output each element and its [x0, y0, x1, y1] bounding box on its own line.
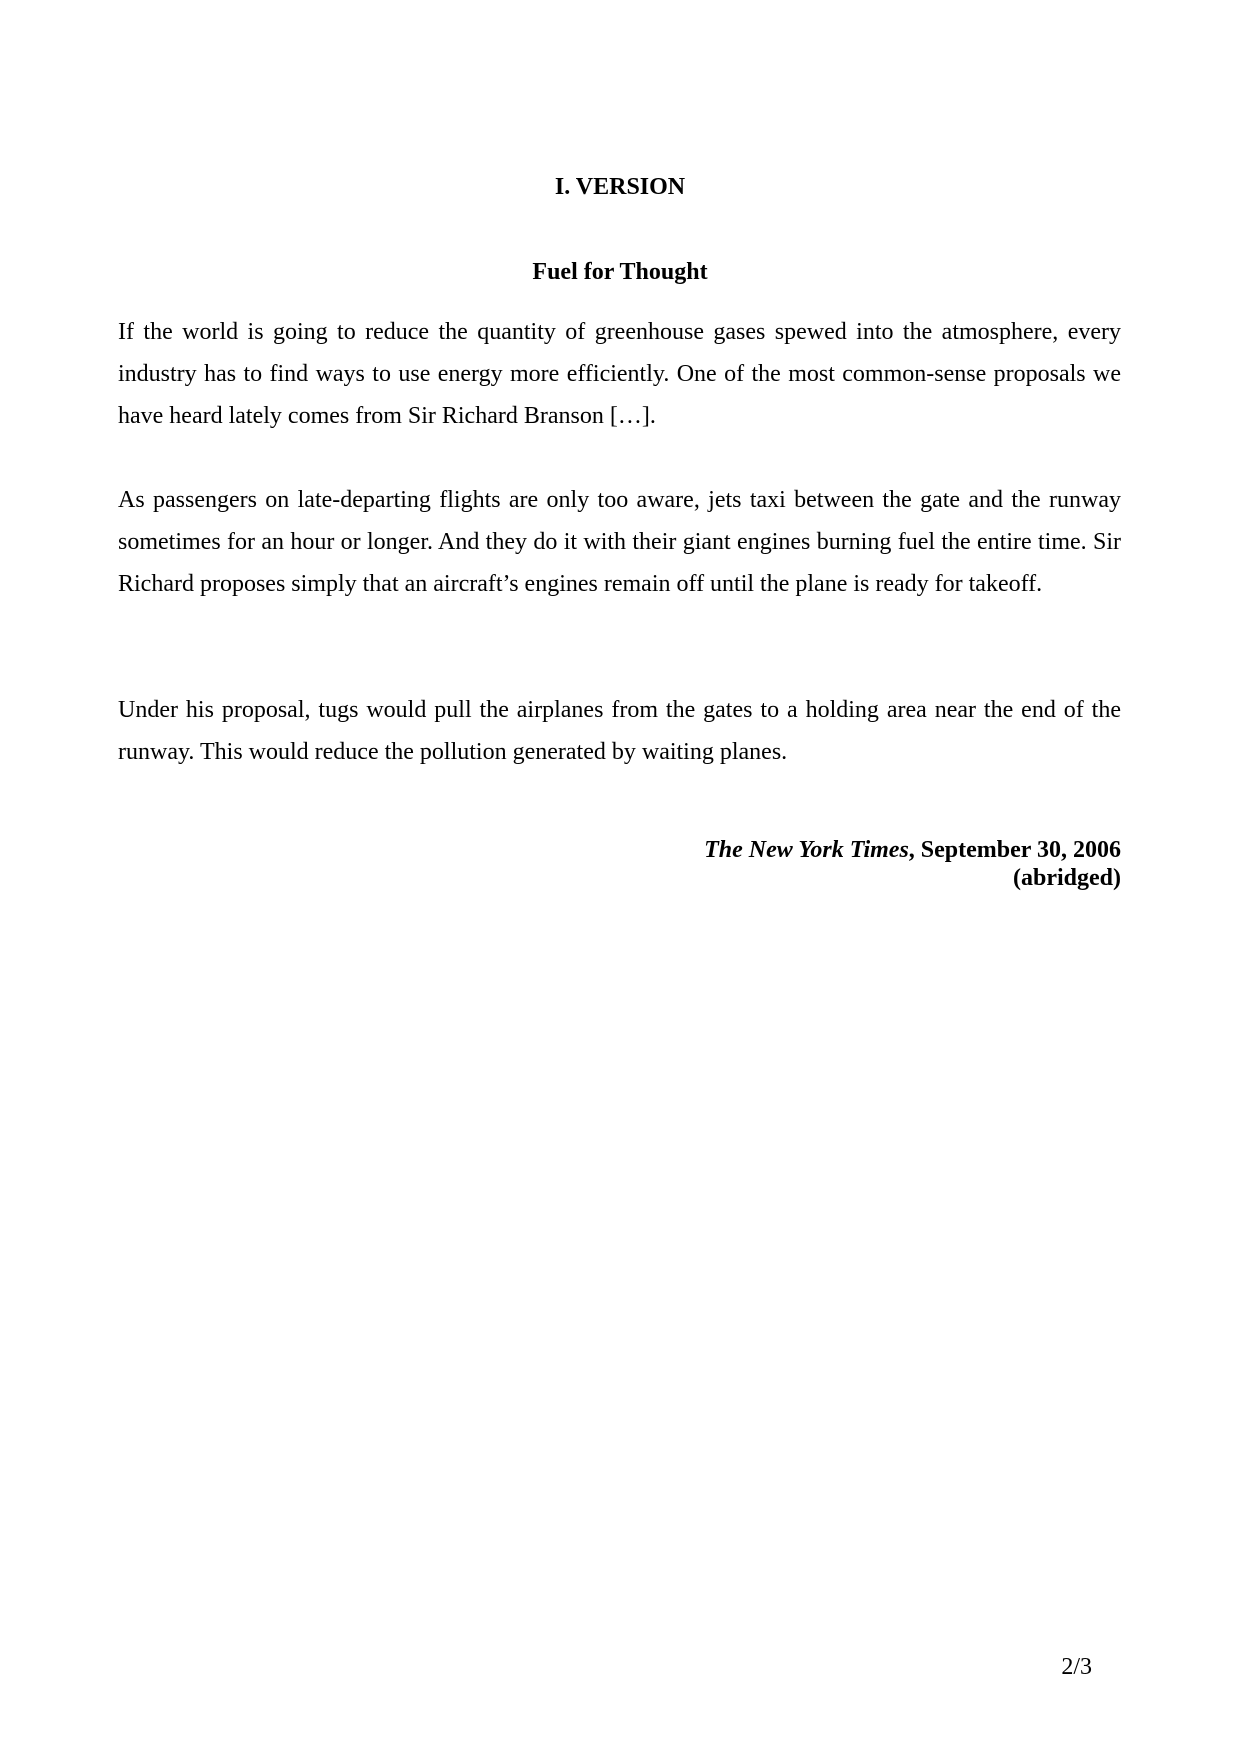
article-title: Fuel for Thought — [532, 259, 708, 285]
paragraph-3: Under his proposal, tugs would pull the airplanes from the gates to a holding area near the end of the runway. This would reduce the pollution generated by waiting planes. — [118, 697, 1121, 765]
paragraph-2: As passengers on late-departing flights are only too aware, jets taxi between the gate and the runway sometimes for an hour or longer. And they do it with their giant engines burning fuel the entire time. Sir Richard proposes simply that an aircraft’s engines remain off until the plane is ready for takeoff. — [118, 487, 1121, 597]
source-date: , September 30, 2006 — [908, 837, 1121, 863]
source-publication: The New York Times — [704, 837, 909, 863]
page-number: 2/3 — [1061, 1654, 1092, 1680]
source-line — [600, 836, 1121, 864]
source-note: (abridged) — [1013, 865, 1121, 891]
paragraph-1: If the world is going to reduce the quantity of greenhouse gases spewed into the atmosphere, every industry has to find ways to use energy more efficiently. One of the most common-sense proposals we have heard lately comes from Sir Richard Branson […]. — [118, 319, 1121, 429]
version-heading: I. VERSION — [554, 174, 686, 200]
source-citation — [600, 836, 1121, 892]
